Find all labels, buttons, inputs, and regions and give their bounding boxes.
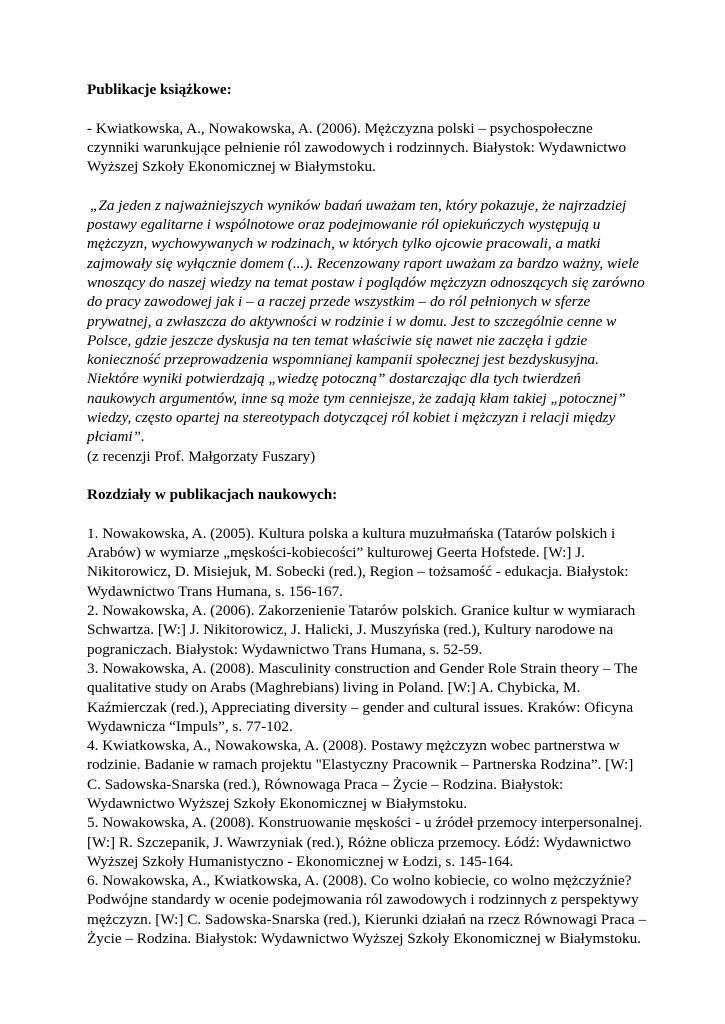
- spacer: [87, 505, 647, 524]
- spacer: [87, 466, 647, 485]
- chapter-item: 1. Nowakowska, A. (2005). Kultura polska a kultura muzułmańska (Tatarów polskich i Arabów) w wymiarze „męskości-kobiecości” kulturowej Geerta Hofstede. [W:] J. Nikitorowicz, D. Misiejuk, M. Sobecki (red.), Region – tożsamość - edukacja. Białystok: Wydawnictwo Trans Humana, s. 156-167.: [87, 524, 629, 600]
- chapter-item: 5. Nowakowska, A. (2008). Konstruowanie męskości - u źródeł przemocy interpersonalnej. [W:] R. Szczepanik, J. Wawrzyniak (red.), Różne oblicza przemocy. Łódź: Wydawnictwo Wyższej Szkoły Humanistyczno - Ekonomicznej w Łodzi, s. 145-164.: [87, 814, 643, 870]
- review-citation: (z recenzji Prof. Małgorzaty Fuszary): [87, 447, 316, 465]
- spacer: [87, 176, 647, 195]
- chapter-item: 6. Nowakowska, A., Kwiatkowska, A. (2008). Co wolno kobiecie, co wolno mężczyźnie? Podwójne standardy w ocenie podejmowania ról zawodowych i rodzinnych z perspektywy mężczyzn. [W:] C. Sadowska-Snarska (red.), Kierunki działań na rzecz Równowagi Praca – Życie – Rodzina. Białystok: Wydawnictwo Wyższej Szkoły Ekonomicznej w Białymstoku.: [87, 872, 647, 948]
- chapter-item: 3. Nowakowska, A. (2008). Masculinity construction and Gender Role Strain theory – The qualitative study on Arabs (Maghrebians) living in Poland. [W:] A. Chybicka, M. Kaźmierczak (red.), Appreciating diversity – gender and cultural issues. Kraków: Oficyna Wydawnicza “Impuls”, s. 77-102.: [87, 659, 638, 735]
- section-heading-books: Publikacje książkowe:: [87, 81, 232, 98]
- chapter-item: 2. Nowakowska, A. (2006). Zakorzenienie Tatarów polskich. Granice kultur w wymiarach Schwartza. [W:] J. Nikitorowicz, J. Halicki, J. Muszyńska (red.), Kultury narodowe na pograniczach. Białystok: Wydawnictwo Trans Humana, s. 52-59.: [87, 602, 636, 658]
- book-entry: - Kwiatkowska, A., Nowakowska, A. (2006). Mężczyzna polski – psychospołeczne czynniki warunkujące pełnienie ról zawodowych i rodzinnych. Białystok: Wydawnictwo Wyższej Szkoły Ekonomicznej w Białymstoku.: [87, 119, 627, 176]
- spacer: [87, 99, 647, 118]
- document-page: [87, 80, 647, 948]
- review-quote: „Za jeden z najważniejszych wyników badań uważam ten, który pokazuje, że najrzadziej postawy egalitarne i wspólnotowe oraz podejmowanie ról opiekuńczych występują u mężczyzn, wychowywanych w rodzinach, w których tylko ojcowie pracowali, a matki zajmowały się wyłącznie domem (...). Recenzowany raport uważam za bardzo ważny, wiele wnoszący do naszej wiedzy na temat postaw i poglądów mężczyzn odnoszących się zarówno do pracy zawodowej jak i – a raczej przede wszystkim – do ról pełnionych w sferze prywatnej, a zwłaszcza do aktywności w rodzinie i w domu. Jest to szczególnie cenne w Polsce, gdzie jeszcze dyskusja na ten temat właściwie się nawet nie zaczęła i gdzie konieczność przeprowadzenia wspomnianej kampanii społecznej jest bezdyskusyjna. Niektóre wyniki potwierdzają „wiedzę potoczną” dostarczając dla tych twierdzeń naukowych argumentów, inne są może tym cenniejsze, że zadają kłam takiej „potocznej” wiedzy, często opartej na stereotypach dotyczącej ról kobiet i mężczyzn i relacji między płciami”.: [87, 196, 645, 446]
- section-heading-chapters: Rozdziały w publikacjach naukowych:: [87, 486, 338, 504]
- chapter-item: 4. Kwiatkowska, A., Nowakowska, A. (2008). Postawy mężczyzn wobec partnerstwa w rodzinie. Badanie w ramach projektu "Elastyczny Pracownik – Partnerska Rodzina”. [W:] C. Sadowska-Snarska (red.), Równowaga Praca – Życie – Rodzina. Białystok: Wydawnictwo Wyższej Szkoły Ekonomicznej w Białymstoku.: [87, 737, 634, 812]
